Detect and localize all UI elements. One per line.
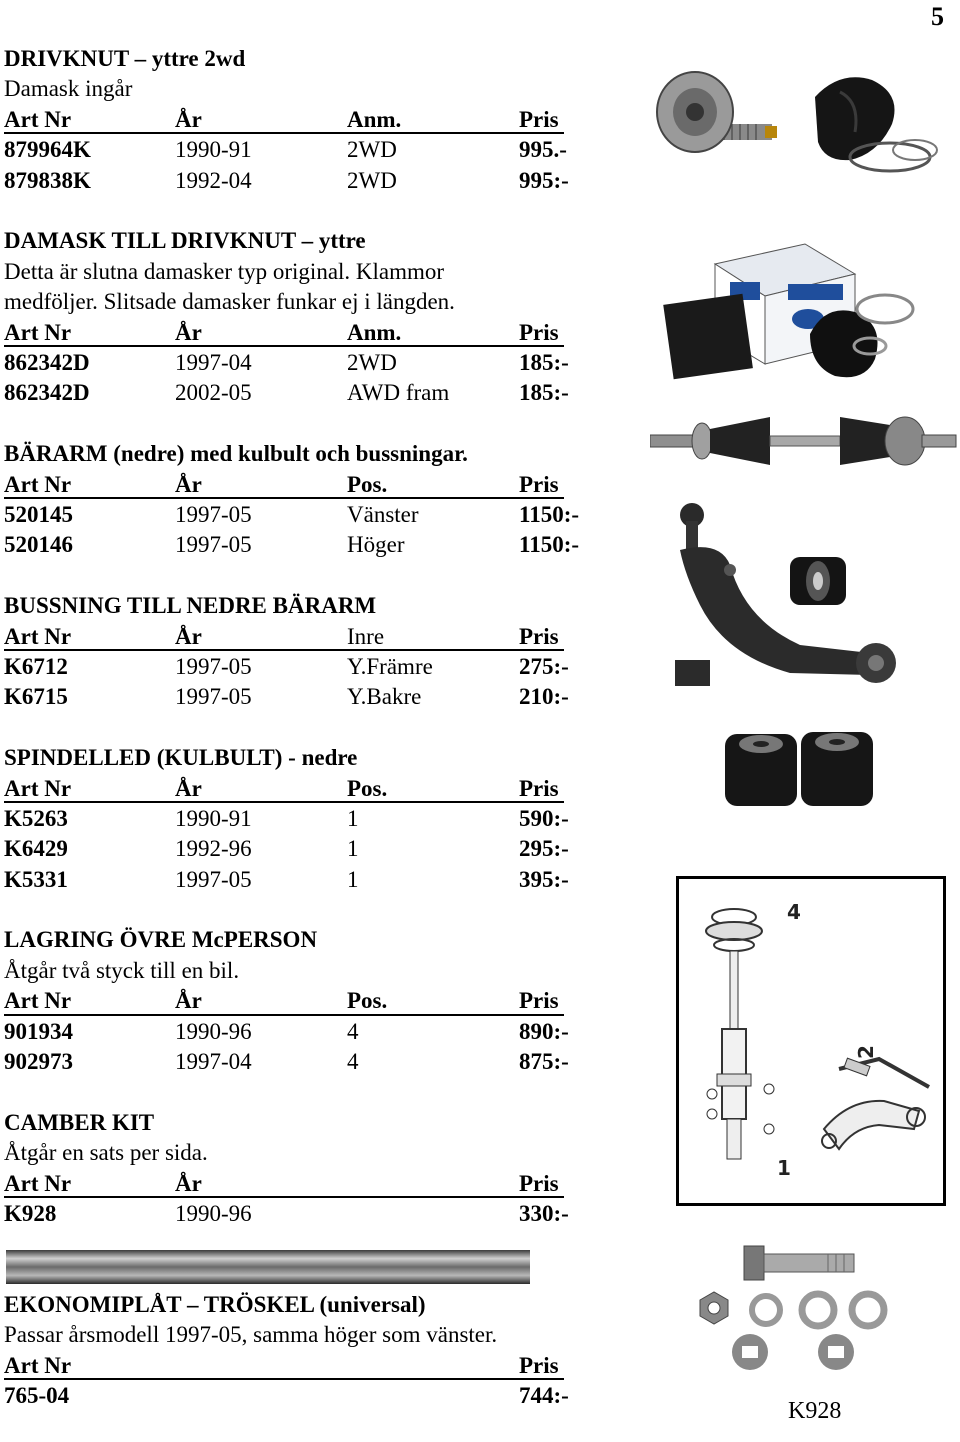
- art-nr: K5263: [4, 805, 68, 831]
- section-description: Passar årsmodell 1997-05, samma höger som vänster.: [4, 1322, 498, 1348]
- header-pris: Pris: [519, 1352, 559, 1378]
- price: 1150:-: [519, 532, 580, 558]
- position: 1: [347, 866, 359, 892]
- year: 1997-05: [175, 653, 252, 679]
- header-art-nr: Art Nr: [4, 1352, 72, 1378]
- header-ar: År: [175, 775, 202, 801]
- header-anm: Anm.: [347, 106, 402, 132]
- price: 210:-: [519, 684, 569, 710]
- section-description: Damask ingår: [4, 76, 133, 102]
- section-title: BUSSNING TILL NEDRE BÄRARM: [4, 593, 377, 619]
- diagram-label-2: 2: [854, 1045, 878, 1059]
- header-anm: Anm.: [347, 319, 402, 345]
- table-row: [4, 1381, 644, 1411]
- table-row: [4, 530, 644, 560]
- header-ar: År: [175, 106, 202, 132]
- table-row: [4, 1199, 644, 1229]
- header-ar: År: [175, 471, 202, 497]
- table-row: [4, 1017, 644, 1047]
- position: Höger: [347, 532, 405, 558]
- diagram-label-1: 1: [777, 1156, 791, 1180]
- table-row: [4, 865, 644, 895]
- table-header: [4, 1351, 644, 1381]
- table-header: [4, 774, 644, 804]
- header-pris: Pris: [519, 1170, 559, 1196]
- year: 1992-96: [175, 836, 252, 862]
- page-number: 5: [931, 2, 944, 31]
- position: 4: [347, 1018, 359, 1044]
- header-inre: Inre: [347, 623, 385, 649]
- table-row: [4, 834, 644, 864]
- header-art-nr: Art Nr: [4, 1170, 72, 1196]
- header-pris: Pris: [519, 775, 559, 801]
- art-nr: 765-04: [4, 1383, 70, 1409]
- section-title: SPINDELLED (KULBULT) - nedre: [4, 745, 358, 771]
- diagram-label-4: 4: [787, 900, 801, 924]
- header-pris: Pris: [519, 106, 559, 132]
- position: Y.Bakre: [347, 684, 422, 710]
- header-ar: År: [175, 1170, 202, 1196]
- table-row: [4, 500, 644, 530]
- sill-strip-image: [6, 1246, 530, 1288]
- section-description: Detta är slutna damasker typ original. Klammor: [4, 258, 445, 284]
- table-row: [4, 166, 644, 196]
- section-title: BÄRARM (nedre) med kulbult och bussningar.: [4, 441, 468, 467]
- section-bussning: [4, 591, 644, 713]
- bushings-image: [715, 720, 885, 820]
- art-nr: 862342D: [4, 349, 90, 375]
- image-caption: K928: [788, 1398, 842, 1424]
- price: 995:-: [519, 167, 569, 193]
- position: 1: [347, 805, 359, 831]
- section-description: medföljer. Slitsade damasker funkar ej i längden.: [4, 289, 455, 315]
- price: 185:-: [519, 349, 569, 375]
- header-ar: År: [175, 319, 202, 345]
- boot-kit-image: [660, 224, 950, 384]
- section-camber-kit: [4, 1108, 644, 1230]
- note: AWD fram: [347, 380, 450, 406]
- price: 330:-: [519, 1201, 569, 1227]
- header-pris: Pris: [519, 623, 559, 649]
- section-description: Åtgår en sats per sida.: [4, 1140, 208, 1166]
- art-nr: 902973: [4, 1049, 73, 1075]
- year: 1992-04: [175, 167, 252, 193]
- strut-diagram: [679, 879, 943, 1203]
- section-drivknut-yttre: [4, 44, 644, 196]
- section-title: EKONOMIPLÅT – TRÖSKEL (universal): [4, 1291, 426, 1317]
- table-row: [4, 682, 644, 712]
- art-nr: K6712: [4, 653, 68, 679]
- catalog-column: [4, 44, 644, 1442]
- note: 2WD: [347, 137, 397, 163]
- year: 1990-96: [175, 1018, 252, 1044]
- header-pos: Pos.: [347, 775, 388, 801]
- table-row: [4, 348, 644, 378]
- table-header: [4, 318, 644, 348]
- cv-joint-image: [650, 62, 950, 177]
- year: 1990-96: [175, 1201, 252, 1227]
- header-art-nr: Art Nr: [4, 623, 72, 649]
- section-bararm: [4, 439, 644, 561]
- year: 1997-05: [175, 866, 252, 892]
- year: 2002-05: [175, 380, 252, 406]
- year: 1997-04: [175, 1049, 252, 1075]
- table-header: [4, 105, 644, 135]
- section-lagring: [4, 925, 644, 1077]
- art-nr: 879838K: [4, 167, 91, 193]
- art-nr: K6715: [4, 684, 68, 710]
- note: 2WD: [347, 167, 397, 193]
- position: 1: [347, 836, 359, 862]
- price: 185:-: [519, 380, 569, 406]
- table-header: [4, 470, 644, 500]
- price: 890:-: [519, 1018, 569, 1044]
- control-arm-image: [650, 495, 950, 705]
- year: 1990-91: [175, 805, 252, 831]
- price: 1150:-: [519, 501, 580, 527]
- strut-diagram-frame: [676, 876, 946, 1206]
- table-row: [4, 135, 644, 165]
- header-ar: År: [175, 988, 202, 1014]
- header-art-nr: Art Nr: [4, 988, 72, 1014]
- header-art-nr: Art Nr: [4, 106, 72, 132]
- art-nr: 520146: [4, 532, 73, 558]
- price: 590:-: [519, 805, 569, 831]
- section-title: LAGRING ÖVRE McPERSON: [4, 927, 318, 953]
- art-nr: K928: [4, 1201, 57, 1227]
- price: 295:-: [519, 836, 569, 862]
- position: Vänster: [347, 501, 419, 527]
- camber-kit-image: [688, 1240, 898, 1400]
- section-spindelled: [4, 743, 644, 895]
- section-title: DRIVKNUT – yttre 2wd: [4, 46, 246, 71]
- table-row: [4, 378, 644, 408]
- art-nr: 879964K: [4, 137, 91, 163]
- note: 2WD: [347, 349, 397, 375]
- header-pris: Pris: [519, 988, 559, 1014]
- header-pos: Pos.: [347, 471, 388, 497]
- year: 1997-05: [175, 684, 252, 710]
- section-title: DAMASK TILL DRIVKNUT – yttre: [4, 228, 366, 254]
- art-nr: K5331: [4, 866, 68, 892]
- header-art-nr: Art Nr: [4, 775, 72, 801]
- table-header: [4, 1169, 644, 1199]
- price: 995.-: [519, 137, 567, 163]
- table-row: [4, 652, 644, 682]
- section-damask: [4, 226, 644, 408]
- table-header: [4, 622, 644, 652]
- header-ar: År: [175, 623, 202, 649]
- header-pris: Pris: [519, 319, 559, 345]
- header-art-nr: Art Nr: [4, 319, 72, 345]
- position: Y.Främre: [347, 653, 433, 679]
- drive-shaft-image: [650, 405, 958, 477]
- section-description: Åtgår två styck till en bil.: [4, 957, 240, 983]
- section-ekonomiplat: [4, 1290, 644, 1412]
- year: 1997-05: [175, 532, 252, 558]
- header-art-nr: Art Nr: [4, 471, 72, 497]
- art-nr: 901934: [4, 1018, 73, 1044]
- price: 744:-: [519, 1383, 569, 1409]
- price: 875:-: [519, 1049, 569, 1075]
- section-title: CAMBER KIT: [4, 1109, 155, 1135]
- header-pos: Pos.: [347, 988, 388, 1014]
- position: 4: [347, 1049, 359, 1075]
- price: 395:-: [519, 866, 569, 892]
- header-pris: Pris: [519, 471, 559, 497]
- art-nr: K6429: [4, 836, 68, 862]
- table-row: [4, 804, 644, 834]
- art-nr: 520145: [4, 501, 73, 527]
- table-header: [4, 986, 644, 1016]
- year: 1997-05: [175, 501, 252, 527]
- year: 1997-04: [175, 349, 252, 375]
- price: 275:-: [519, 653, 569, 679]
- table-row: [4, 1047, 644, 1077]
- art-nr: 862342D: [4, 380, 90, 406]
- year: 1990-91: [175, 137, 252, 163]
